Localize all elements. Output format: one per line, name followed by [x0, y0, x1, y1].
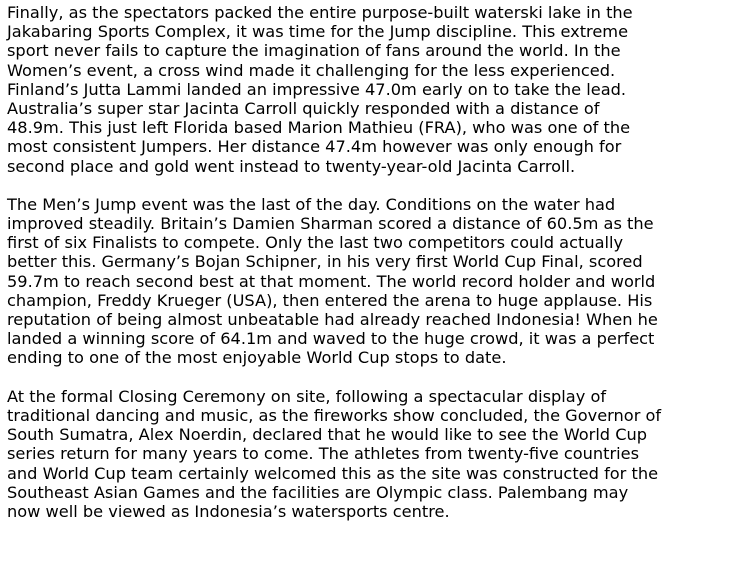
paragraph-closing-ceremony: [7, 387, 732, 521]
text-line: now well be viewed as Indonesia’s watersports centre.: [7, 501, 450, 521]
paragraph-mens-jump: [7, 195, 732, 368]
text-line: Australia’s super star Jacinta Carroll quickly responded with a distance of: [7, 98, 600, 118]
text-line: and World Cup team certainly welcomed this as the site was constructed for the: [7, 463, 659, 483]
text-line: ending to one of the most enjoyable World Cup stops to date.: [7, 348, 507, 368]
text-line: Southeast Asian Games and the facilities are Olympic class. Palembang may: [7, 482, 629, 502]
paragraph-womens-jump: [7, 3, 732, 176]
text-line: 48.9m. This just left Florida based Marion Mathieu (FRA), who was one of the: [7, 118, 631, 138]
text-line: Women’s event, a cross wind made it challenging for the less experienced.: [7, 60, 616, 80]
text-line: South Sumatra, Alex Noerdin, declared that he would like to see the World Cup: [7, 425, 648, 445]
text-line: The Men’s Jump event was the last of the day. Conditions on the water had: [7, 194, 616, 214]
text-line: first of six Finalists to compete. Only the last two competitors could actually: [7, 233, 624, 253]
text-line: traditional dancing and music, as the fireworks show concluded, the Governor of: [7, 405, 662, 425]
text-line: series return for many years to come. The athletes from twenty-five countries: [7, 444, 640, 464]
text-line: At the formal Closing Ceremony on site, following a spectacular display of: [7, 386, 607, 406]
text-line: reputation of being almost unbeatable had already reached Indonesia! When he: [7, 310, 658, 329]
text-line: second place and gold went instead to twenty-year-old Jacinta Carroll.: [7, 156, 576, 176]
text-line: improved steadily. Britain’s Damien Sharman scored a distance of 60.5m as the: [7, 214, 654, 234]
text-line: most consistent Jumpers. Her distance 47.4m however was only enough for: [7, 137, 622, 157]
text-line: 59.7m to reach second best at that moment. The world record holder and world: [7, 271, 656, 291]
text-line: Jakabaring Sports Complex, it was time for the Jump discipline. This extreme: [7, 22, 629, 42]
text-line: champion, Freddy Krueger (USA), then entered the arena to huge applause. His: [7, 290, 653, 310]
text-line: Finally, as the spectators packed the entire purpose-built waterski lake in the: [7, 3, 633, 22]
text-line: landed a winning score of 64.1m and waved to the huge crowd, it was a perfect: [7, 329, 655, 349]
text-line: sport never fails to capture the imagination of fans around the world. In the: [7, 41, 621, 61]
text-line: better this. Germany’s Bojan Schipner, in his very first World Cup Final, scored: [7, 252, 643, 272]
text-line: Finland’s Jutta Lammi landed an impressive 47.0m early on to take the lead.: [7, 79, 627, 99]
